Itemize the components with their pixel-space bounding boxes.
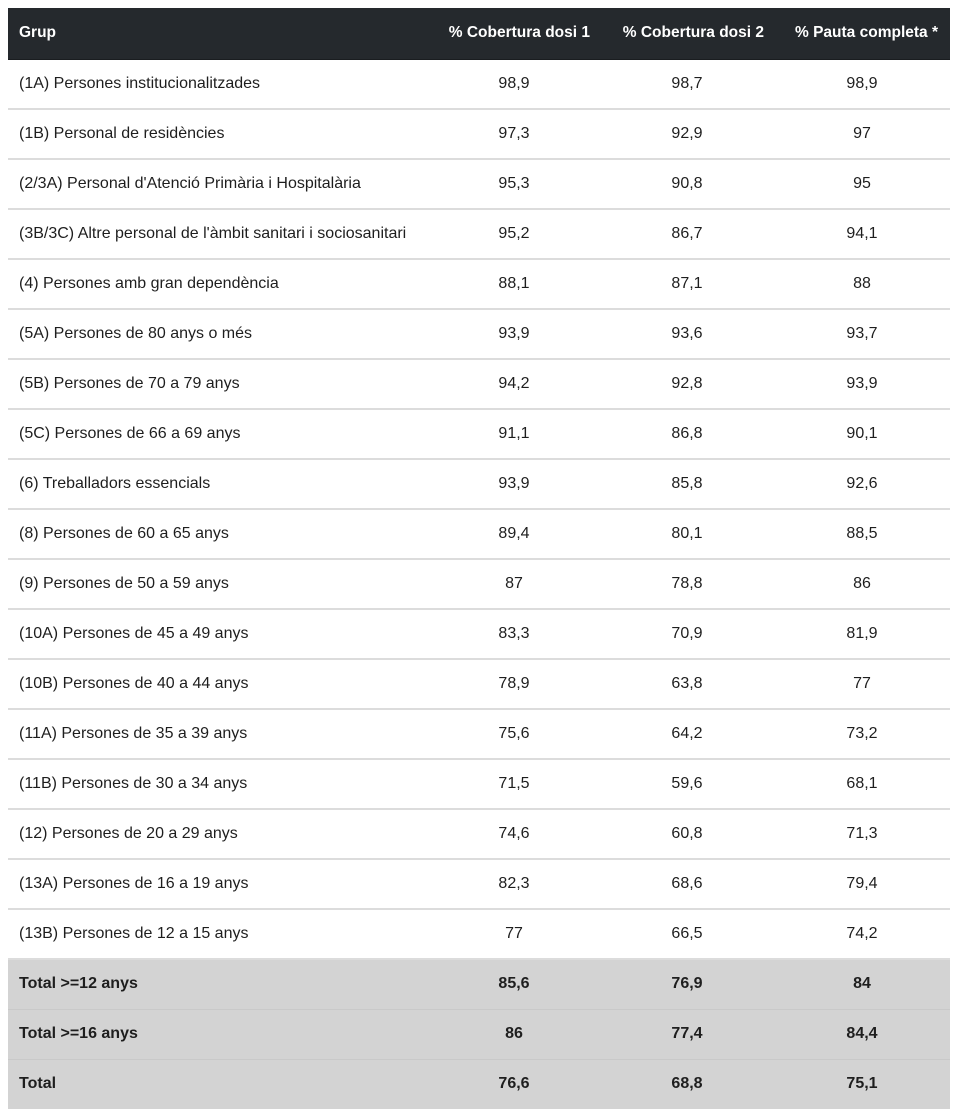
- cell-pauta-completa: 73,2: [774, 709, 950, 759]
- cell-cobertura-dosi-1: 76,6: [498, 1075, 530, 1093]
- cell-pauta-completa: 75,1: [846, 1075, 878, 1093]
- cell-grup: (5B) Persones de 70 a 79 anys: [8, 359, 428, 409]
- table-row: [8, 509, 950, 559]
- cell-grup: Total >=16 anys: [19, 1025, 138, 1042]
- cell-cobertura-dosi-1: 85,6: [498, 975, 530, 993]
- cell-cobertura-dosi-1: 97,3: [428, 109, 600, 159]
- cell-cobertura-dosi-1: 78,9: [428, 659, 600, 709]
- cell-pauta-completa: 77: [774, 659, 950, 709]
- table-row: [8, 59, 950, 109]
- cell-pauta-completa: 93,9: [774, 359, 950, 409]
- cell-cobertura-dosi-2: 86,7: [600, 209, 774, 259]
- cell-cobertura-dosi-1: 87: [428, 559, 600, 609]
- table-row: [8, 459, 950, 509]
- cell-cobertura-dosi-1: 91,1: [428, 409, 600, 459]
- cell-cobertura-dosi-1: 82,3: [428, 859, 600, 909]
- cell-grup: (8) Persones de 60 a 65 anys: [8, 509, 428, 559]
- cell-cobertura-dosi-1: 88,1: [428, 259, 600, 309]
- cell-cobertura-dosi-2: 76,9: [671, 975, 703, 993]
- table-row: [8, 309, 950, 359]
- cell-pauta-completa: 84: [853, 975, 871, 993]
- cell-grup: (4) Persones amb gran dependència: [8, 259, 428, 309]
- cell-cobertura-dosi-1: 94,2: [428, 359, 600, 409]
- cell-grup: (9) Persones de 50 a 59 anys: [8, 559, 428, 609]
- cell-cobertura-dosi-2: 90,8: [600, 159, 774, 209]
- cell-grup: Total >=12 anys: [19, 975, 138, 993]
- cell-grup: (11B) Persones de 30 a 34 anys: [8, 759, 428, 809]
- cell-pauta-completa: 86: [774, 559, 950, 609]
- total-row: [8, 1059, 950, 1109]
- cell-pauta-completa: 74,2: [774, 909, 950, 959]
- cell-cobertura-dosi-2: 80,1: [600, 509, 774, 559]
- vaccination-coverage-table: [8, 8, 950, 1109]
- table-row: [8, 809, 950, 859]
- cell-grup: (13B) Persones de 12 a 15 anys: [8, 909, 428, 959]
- cell-cobertura-dosi-2: 87,1: [600, 259, 774, 309]
- cell-cobertura-dosi-1: 83,3: [428, 609, 600, 659]
- cell-grup: (10A) Persones de 45 a 49 anys: [8, 609, 428, 659]
- cell-grup: (6) Treballadors essencials: [8, 459, 428, 509]
- column-header-cobertura-dosi-1: % Cobertura dosi 1: [428, 8, 600, 59]
- cell-cobertura-dosi-1: 93,9: [428, 309, 600, 359]
- column-header-grup: Grup: [8, 8, 428, 59]
- cell-cobertura-dosi-2: 64,2: [600, 709, 774, 759]
- cell-cobertura-dosi-2: 59,6: [600, 759, 774, 809]
- cell-grup: (1B) Personal de residències: [8, 109, 428, 159]
- cell-pauta-completa: 97: [774, 109, 950, 159]
- table-header: [8, 8, 950, 59]
- cell-cobertura-dosi-1: 71,5: [428, 759, 600, 809]
- table-row: [8, 559, 950, 609]
- cell-pauta-completa: 98,9: [774, 59, 950, 109]
- cell-cobertura-dosi-1: 95,3: [428, 159, 600, 209]
- table-row: [8, 409, 950, 459]
- column-header-cobertura-dosi-2: % Cobertura dosi 2: [600, 8, 774, 59]
- column-header-pauta-completa: % Pauta completa *: [774, 8, 950, 59]
- cell-cobertura-dosi-2: 77,4: [671, 1025, 703, 1042]
- table-row: [8, 659, 950, 709]
- cell-cobertura-dosi-1: 77: [428, 909, 600, 959]
- table-row: [8, 759, 950, 809]
- cell-grup: (5A) Persones de 80 anys o més: [8, 309, 428, 359]
- cell-pauta-completa: 68,1: [774, 759, 950, 809]
- cell-cobertura-dosi-1: 86: [505, 1025, 523, 1042]
- table-row: [8, 209, 950, 259]
- cell-pauta-completa: 95: [774, 159, 950, 209]
- table-row: [8, 159, 950, 209]
- total-row: [8, 959, 950, 1009]
- cell-cobertura-dosi-2: 68,6: [600, 859, 774, 909]
- cell-cobertura-dosi-1: 75,6: [428, 709, 600, 759]
- cell-cobertura-dosi-2: 98,7: [600, 59, 774, 109]
- cell-pauta-completa: 88: [774, 259, 950, 309]
- total-row: [8, 1009, 950, 1059]
- cell-grup: (2/3A) Personal d'Atenció Primària i Hospitalària: [8, 159, 428, 209]
- cell-cobertura-dosi-2: 78,8: [600, 559, 774, 609]
- cell-cobertura-dosi-1: 93,9: [428, 459, 600, 509]
- cell-pauta-completa: 84,4: [846, 1025, 878, 1042]
- cell-cobertura-dosi-2: 92,9: [600, 109, 774, 159]
- cell-cobertura-dosi-2: 92,8: [600, 359, 774, 409]
- cell-cobertura-dosi-2: 68,8: [671, 1075, 703, 1093]
- cell-pauta-completa: 93,7: [774, 309, 950, 359]
- cell-grup: (13A) Persones de 16 a 19 anys: [8, 859, 428, 909]
- cell-cobertura-dosi-2: 86,8: [600, 409, 774, 459]
- cell-pauta-completa: 94,1: [774, 209, 950, 259]
- table-row: [8, 109, 950, 159]
- cell-cobertura-dosi-1: 98,9: [428, 59, 600, 109]
- cell-grup: (11A) Persones de 35 a 39 anys: [8, 709, 428, 759]
- cell-pauta-completa: 71,3: [774, 809, 950, 859]
- cell-grup: (10B) Persones de 40 a 44 anys: [8, 659, 428, 709]
- cell-pauta-completa: 92,6: [774, 459, 950, 509]
- cell-cobertura-dosi-2: 60,8: [600, 809, 774, 859]
- cell-grup: (12) Persones de 20 a 29 anys: [8, 809, 428, 859]
- table-row: [8, 359, 950, 409]
- cell-grup: Total: [19, 1075, 57, 1093]
- table-row: [8, 709, 950, 759]
- cell-grup: (5C) Persones de 66 a 69 anys: [8, 409, 428, 459]
- cell-cobertura-dosi-1: 74,6: [428, 809, 600, 859]
- cell-cobertura-dosi-2: 85,8: [600, 459, 774, 509]
- cell-pauta-completa: 81,9: [774, 609, 950, 659]
- cell-grup: (1A) Persones institucionalitzades: [8, 59, 428, 109]
- table-row: [8, 859, 950, 909]
- cell-cobertura-dosi-2: 63,8: [600, 659, 774, 709]
- cell-grup: (3B/3C) Altre personal de l'àmbit sanitari i sociosanitari: [8, 209, 428, 259]
- cell-pauta-completa: 88,5: [774, 509, 950, 559]
- table-row: [8, 259, 950, 309]
- cell-pauta-completa: 90,1: [774, 409, 950, 459]
- table-row: [8, 909, 950, 959]
- cell-cobertura-dosi-1: 89,4: [428, 509, 600, 559]
- cell-cobertura-dosi-1: 95,2: [428, 209, 600, 259]
- header-row: [8, 8, 950, 59]
- table-row: [8, 609, 950, 659]
- cell-cobertura-dosi-2: 70,9: [600, 609, 774, 659]
- table-body: [8, 59, 950, 1109]
- cell-pauta-completa: 79,4: [774, 859, 950, 909]
- cell-cobertura-dosi-2: 66,5: [600, 909, 774, 959]
- coverage-table-container: [8, 8, 950, 1109]
- cell-cobertura-dosi-2: 93,6: [600, 309, 774, 359]
